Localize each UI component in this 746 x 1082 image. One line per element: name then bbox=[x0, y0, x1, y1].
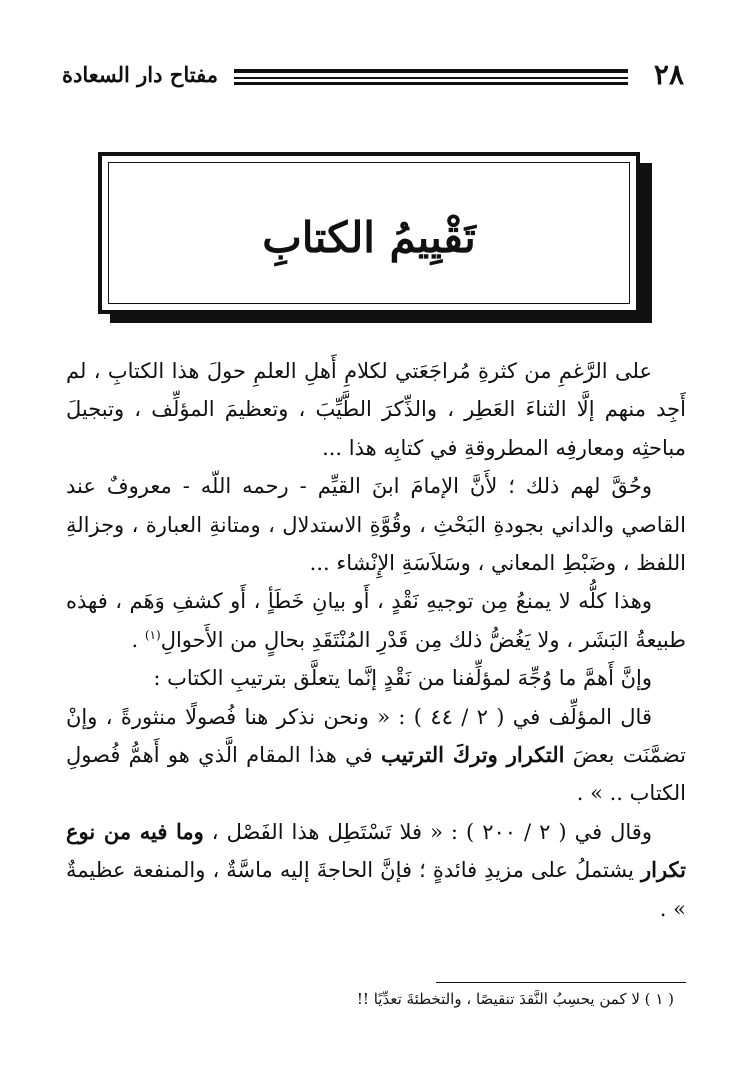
chapter-title-inner-frame bbox=[108, 162, 630, 304]
paragraph-1: على الرَّغمِ من كثرةِ مُراجَعَتي لكلامِ أَهلِ العلمِ حولَ هذا الكتابِ ، لم أَجِد منهم إلَّا الثناءَ العَطِر ، والذِّكرَ الطَّيِّبَ ، وتعظيمَ المؤلِّف ، وتبجيلَ مباحثِه ومعارفِه المطروقةِ في كتابِه هذا ... bbox=[66, 359, 686, 460]
paragraph-5-bold: التكرار وتركَ الترتيب bbox=[380, 742, 565, 768]
paragraph-6-part-a: وقال في ( ٢ / ٢٠٠ ) : « فلا تَسْتَطِل هذا الفَصْل ، bbox=[203, 819, 652, 844]
header-rule-medium bbox=[234, 82, 628, 85]
paragraph-5-part-a: قال المؤلِّف في ( ٢ / ٤٤ ) : « ونحن نذكر هنا فُصولًا منثورةً ، وإنْ تضمَّنَت بعضَ bbox=[66, 704, 686, 768]
paragraph-3-end: . bbox=[131, 627, 145, 652]
footnote: ( ١ ) لا كمن يحسِبُ النَّقدَ تنقيصًا ، والتخطئةَ تعدِّيًا !! bbox=[356, 990, 674, 1008]
paragraph-5-part-b: في هذا المقام الَّذي هو أَهمُّ فُصولِ الكتاب .. » . bbox=[66, 743, 686, 806]
header-rule-thin bbox=[234, 77, 628, 79]
footnote-reference-marker: (١) bbox=[144, 627, 161, 642]
header-rule-thick bbox=[234, 69, 628, 73]
paragraph-6 bbox=[66, 813, 686, 928]
paragraph-2: وحُقَّ لهم ذلك ؛ لأَنَّ الإمامَ ابنَ القيِّم - رحمه اللّه - معروفٌ عند القاصي والداني بجودةِ البَحْثِ ، وقُوَّةِ الاستدلال ، ومتانةِ العبارة ، وجزالةِ اللفظ ، وضَبْطِ المعاني ، وسَلاَسَةِ الإِنْشاء ... bbox=[66, 474, 686, 576]
page-header bbox=[62, 60, 684, 96]
paragraph-5 bbox=[66, 698, 686, 813]
running-book-title: مفتاح دار السعادة bbox=[62, 62, 218, 87]
paragraph-6-part-b: يشتملُ على مزيدِ فائدةٍ ؛ فإنَّ الحاجةَ إليه ماسَّةٌ ، والمنفعة عظيمةٌ » . bbox=[66, 858, 686, 921]
paragraph-4: وإنَّ أَهمَّ ما وُجِّهَ لمؤلِّفنا من نَقْدٍ إنَّما يتعلَّق بترتيبِ الكتاب : bbox=[153, 666, 652, 691]
paragraph-3 bbox=[66, 582, 686, 659]
body-text bbox=[66, 352, 686, 928]
paragraph-6-bold: وما فيه من نوع تكرار bbox=[66, 818, 686, 883]
page-number: ٢٨ bbox=[653, 58, 684, 91]
chapter-title-box bbox=[98, 152, 640, 314]
footnote-separator bbox=[436, 982, 686, 983]
chapter-title: تَقْيِيمُ الكتابِ bbox=[262, 212, 476, 262]
header-rule-lines bbox=[234, 69, 628, 85]
paragraph-3-text: وهذا كلُّه لا يمنعُ مِن توجيهِ نَقْدٍ ، أَو بيانِ خَطَأٍ ، أَو كشفِ وَهَم ، فهذه طبيعةُ البَشَر ، ولا يَغُضُّ ذلك مِن قَدْرِ المُنْتَقَدِ بحالٍ من الأَحوالِ bbox=[66, 589, 686, 652]
